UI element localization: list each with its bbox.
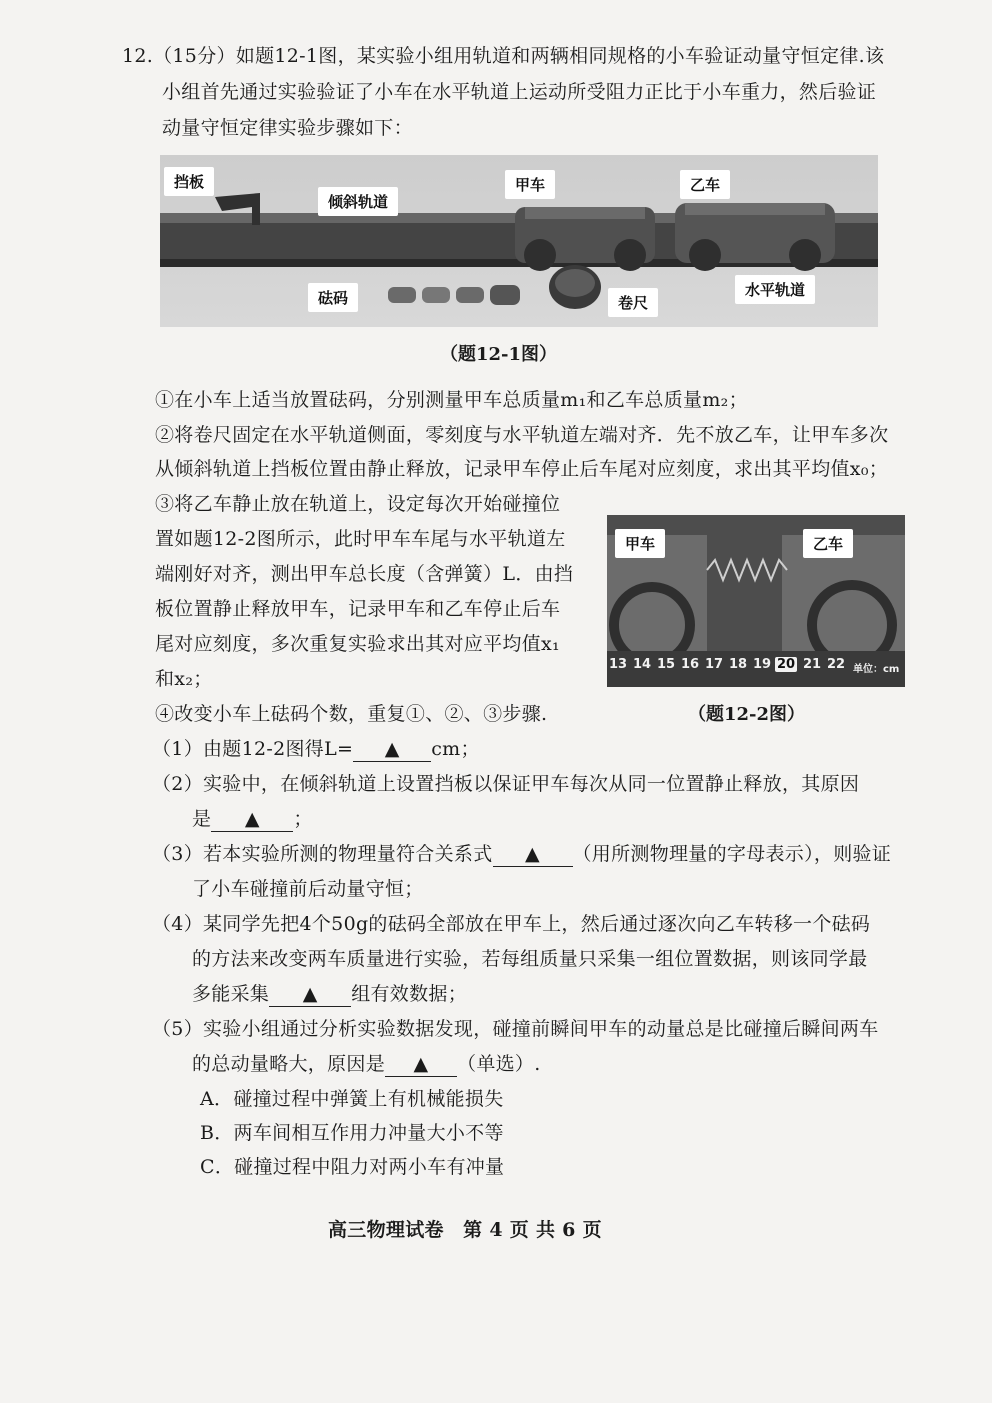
q5-text: 的总动量略大，原因是 bbox=[192, 1053, 386, 1075]
q5-text-after: （单选）. bbox=[457, 1053, 541, 1075]
step-4: ④改变小车上砝码个数，重复①、②、③步骤. bbox=[155, 703, 548, 725]
subquestion-2-line-2 bbox=[192, 807, 313, 832]
q5-option-a[interactable]: A．碰撞过程中弹簧上有机械能损失 bbox=[200, 1088, 504, 1110]
subquestion-5-line-2 bbox=[192, 1052, 541, 1077]
subquestion-4-line-2: 的方法来改变两车质量进行实验，若每组质量只采集一组位置数据，则该同学最 bbox=[192, 948, 868, 970]
ruler-tick-21: 21 bbox=[803, 657, 822, 672]
q2-answer-blank[interactable]: ▲ bbox=[211, 807, 293, 832]
step-3-line-1: ③将乙车静止放在轨道上，设定每次开始碰撞位 bbox=[155, 493, 561, 515]
label-tape: 卷尺 bbox=[608, 288, 658, 317]
question-intro-line-1: 12.（15分）如题12-1图，某实验小组用轨道和两辆相同规格的小车验证动量守恒定律.该 bbox=[122, 45, 885, 67]
q1-text: （1）由题12-2图得L= bbox=[152, 738, 354, 760]
subquestion-5-line-1: （5）实验小组通过分析实验数据发现，碰撞前瞬间甲车的动量总是比碰撞后瞬间两车 bbox=[152, 1018, 879, 1040]
ruler-tick-20-highlight: 20 bbox=[777, 657, 796, 672]
ruler-tick-13: 13 bbox=[609, 657, 628, 672]
step-2-line-1: ②将卷尺固定在水平轨道侧面，零刻度与水平轨道左端对齐．先不放乙车，让甲车多次 bbox=[155, 424, 889, 446]
step-1: ①在小车上适当放置砝码，分别测量甲车总质量m₁和乙车总质量m₂； bbox=[155, 389, 748, 411]
label-car-b: 乙车 bbox=[680, 170, 730, 199]
step-3-line-4: 板位置静止释放甲车，记录甲车和乙车停止后车 bbox=[155, 598, 561, 620]
label-incline: 倾斜轨道 bbox=[318, 187, 398, 216]
ruler-tick-22: 22 bbox=[827, 657, 846, 672]
figure-12-1-photo bbox=[160, 155, 878, 327]
q2-end: ； bbox=[293, 808, 313, 830]
ruler bbox=[609, 657, 905, 677]
figure-12-2-caption: （题12-2图） bbox=[688, 704, 806, 725]
label-car-a: 甲车 bbox=[505, 170, 555, 199]
q4-answer-blank[interactable]: ▲ bbox=[269, 982, 351, 1007]
ruler-tick-16: 16 bbox=[681, 657, 700, 672]
figure-12-1-caption: （题12-1图） bbox=[440, 344, 558, 365]
q5-option-b[interactable]: B．两车间相互作用力冲量大小不等 bbox=[200, 1122, 504, 1144]
subquestion-4-line-3 bbox=[192, 982, 467, 1007]
ruler-tick-15: 15 bbox=[657, 657, 676, 672]
q5-answer-blank[interactable]: ▲ bbox=[385, 1052, 457, 1077]
subquestion-3-line-1 bbox=[152, 842, 891, 867]
label-track: 水平轨道 bbox=[735, 275, 815, 304]
subquestion-4-line-1: （4）某同学先把4个50g的砝码全部放在甲车上，然后通过逐次向乙车转移一个砝码 bbox=[152, 913, 871, 935]
label-fig2-car-a: 甲车 bbox=[615, 529, 665, 558]
q1-answer-blank[interactable]: ▲ bbox=[353, 737, 431, 762]
step-3-line-6: 和x₂； bbox=[155, 668, 213, 690]
ruler-tick-18: 18 bbox=[729, 657, 748, 672]
ruler-tick-19: 19 bbox=[753, 657, 772, 672]
step-3-line-5: 尾对应刻度，多次重复实验求出其对应平均值x₁ bbox=[155, 633, 560, 655]
q3-text-after: （用所测物理量的字母表示），则验证 bbox=[572, 843, 892, 865]
step-2-line-2: 从倾斜轨道上挡板位置由静止释放，记录甲车停止后车尾对应刻度，求出其平均值x₀； bbox=[155, 458, 889, 480]
question-intro-line-3: 动量守恒定律实验步骤如下： bbox=[162, 117, 413, 139]
q1-unit: cm； bbox=[431, 738, 480, 760]
step-3-line-3: 端刚好对齐，测出甲车总长度（含弹簧）L．由挡 bbox=[155, 563, 574, 585]
q3-text: （3）若本实验所测的物理量符合关系式 bbox=[152, 843, 493, 865]
q2-text: 是 bbox=[192, 808, 212, 830]
q4-text: 多能采集 bbox=[192, 983, 270, 1005]
q4-text-after: 组有效数据； bbox=[351, 983, 468, 1005]
label-baffle: 挡板 bbox=[164, 167, 214, 196]
q5-option-c[interactable]: C．碰撞过程中阻力对两小车有冲量 bbox=[200, 1156, 505, 1178]
subquestion-3-line-2: 了小车碰撞前后动量守恒； bbox=[192, 878, 424, 900]
subquestion-1 bbox=[152, 737, 480, 762]
label-weights: 砝码 bbox=[308, 283, 358, 312]
question-intro-line-2: 小组首先通过实验验证了小车在水平轨道上运动所受阻力正比于小车重力，然后验证 bbox=[162, 81, 877, 103]
ruler-unit: 单位：cm bbox=[853, 664, 900, 675]
figure-12-2-photo bbox=[607, 515, 905, 687]
q3-answer-blank[interactable]: ▲ bbox=[493, 842, 573, 867]
label-fig2-car-b: 乙车 bbox=[803, 529, 853, 558]
ruler-tick-17: 17 bbox=[705, 657, 724, 672]
subquestion-2-line-1: （2）实验中，在倾斜轨道上设置挡板以保证甲车每次从同一位置静止释放，其原因 bbox=[152, 773, 860, 795]
ruler-tick-14: 14 bbox=[633, 657, 652, 672]
step-3-line-2: 置如题12-2图所示，此时甲车车尾与水平轨道左 bbox=[155, 528, 566, 550]
page-footer: 高三物理试卷 第 4 页 共 6 页 bbox=[328, 1219, 602, 1241]
